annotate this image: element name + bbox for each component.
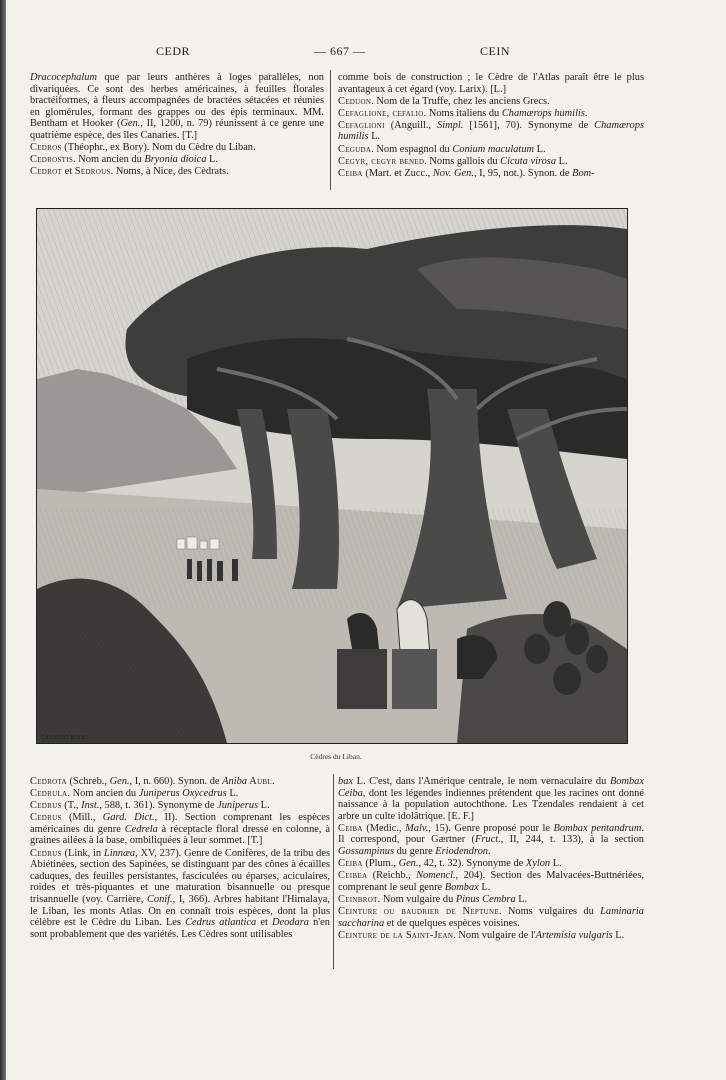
entry-cefaglioni: Cefaglioni (Anguill., Simpl. [1561], 70). Synonyme de Chamærops humilis L.: [338, 119, 644, 143]
entry-continuation-bombax: bax L. C'est, dans l'Amérique centrale, le nom vernaculaire du Bombax Ceiba, dont les légendes indiennes prétendent que les racines ont donné naissance à la population autochthone. Les Tzendales rendaient à cet arbre un culte idolâtrique. [E. F.]: [338, 776, 644, 822]
entry-cedros: Cedros (Théophr., ex Bory). Nom du Cèdre du Liban.: [30, 142, 256, 154]
entry-cegyr: Cegyr, cegyr bened. Noms gallois du Cicuta virosa L.: [338, 155, 568, 167]
entry-ceiba-mart: Ceiba (Mart. et Zucc., Nov. Gen., I, 95, not.). Synon. de Bom-: [338, 167, 595, 179]
entry-ceibea: Ceibea (Reichb., Nomencl., 204). Section des Malvacées-Buttnériées, comprenant le seul genre Bombax L.: [338, 870, 644, 893]
entry-ceiba-medic: Ceiba (Medic., Malv., 15). Genre proposé pour le Bombax pentandrum. Il correspond, pour Gærtner (Fruct., II, 244, t. 133), à la section Gossampinus du genre Eriodendron.: [338, 822, 644, 858]
entry-continuation-cedre: comme bois de construction ; le Cèdre de l'Atlas paraît être le plus avantageux à cet égard (voy. Larix). [L.]: [338, 72, 644, 95]
header-left-word: CEDR: [156, 44, 191, 58]
header-right-word: CEIN: [480, 44, 510, 58]
entry-cefaglione: Cefaglione, cefalio. Noms italiens du Chamærops humilis.: [338, 107, 588, 119]
running-header: [6, 44, 726, 64]
entry-continuation: Dracocephalum que par leurs anthères à loges parallèles, non divariquées. Ce sont des herbes américaines, à feuilles florales bractéiformes, à fleurs accompagnées de bractées sétacées et réunies en glomérules, formant des grappes ou des épis terminaux. MM. Bentham et Hooker (Gen., II, 1200, n. 79) réunissent à ce genre une quatrième espèce, des îles Canaries. [T.]: [30, 72, 324, 141]
entry-ceduon: Ceduon. Nom de la Truffe, chez les anciens Grecs.: [338, 95, 550, 107]
engraving-illustration: [37, 209, 627, 743]
column-rule-top: [330, 70, 331, 190]
engraver-signature: LAURENT RADO: [41, 735, 88, 741]
bottom-right-column: [338, 776, 644, 942]
entry-cedrus-mill: Cedrus (Mill., Gard. Dict., II). Section comprenant les espèces américaines du genre Cedrela à réceptacle floral dressé en colonne, à graines ailées à la base, ombiliquées à leur sommet. [T.]: [30, 812, 330, 847]
entry-cedrus-link: Cedrus (Link, in Linnæa, XV, 237). Genre de Conifères, de la tribu des Abiétinées, section des Sapinées, se distinguant par des cônes à écailles caduques, des feuilles persistantes, fasciculées ou éparses, aciculaires, roides et très-piquantes et une maturation bisannuelle ou presque trisannuelle (voy. Carrière, Conif., I, 366). Arbres habitant l'Himalaya, le Liban, les monts Atlas. On en connaît trois espèces, dont la plus célèbre est le Cèdre du Liban. Les Cedrus atlantica et Deodara n'en sont probablement que des variétés. Les Cèdres sont utilisables: [30, 847, 330, 940]
figure-caption: Cèdres du Liban.: [310, 752, 362, 761]
page-number: — 667 —: [314, 44, 366, 58]
entry-ceiba-plum: Ceiba (Plum., Gen., 42, t. 32). Synonyme de Xylon L.: [338, 858, 562, 870]
top-right-column: [338, 72, 644, 180]
entry-ceinbrot: Ceinbrot. Nom vulgaire du Pinus Cembra L.: [338, 893, 528, 905]
entry-cedrota: Cedrota (Schreb., Gen., I, n. 660). Synon. de Aniba Aubl.: [30, 776, 275, 787]
entry-cedrus-t: Cedrus (T., Inst., 588, t. 361). Synonyme de Juniperus L.: [30, 800, 270, 812]
bottom-left-column: [30, 776, 330, 941]
column-rule-bottom: [333, 774, 334, 969]
entry-ceguda: Ceguda. Nom espagnol du Conium maculatum L.: [338, 143, 546, 155]
entry-ceinture-saint-jean: Ceinture de la Saint-Jean. Nom vulgaire de l'Artemisia vulgaris L.: [338, 929, 625, 941]
entry-cedrot: Cedrot et Sedrous. Noms, à Nice, des Cèdrats.: [30, 166, 229, 178]
top-left-column: [30, 72, 324, 178]
entry-ceinture-neptune: Ceinture ou baudrier de Neptune. Noms vulgaires du Laminaria saccharina et de quelques espèces voisines.: [338, 906, 644, 929]
entry-cedrula: Cedrula. Nom ancien du Juniperus Oxycedrus L.: [30, 788, 239, 800]
entry-cedrostis: Cedrostis. Nom ancien du Bryonia dioica L.: [30, 154, 218, 166]
cedar-engraving: [36, 208, 628, 744]
dictionary-page: [6, 0, 726, 1080]
